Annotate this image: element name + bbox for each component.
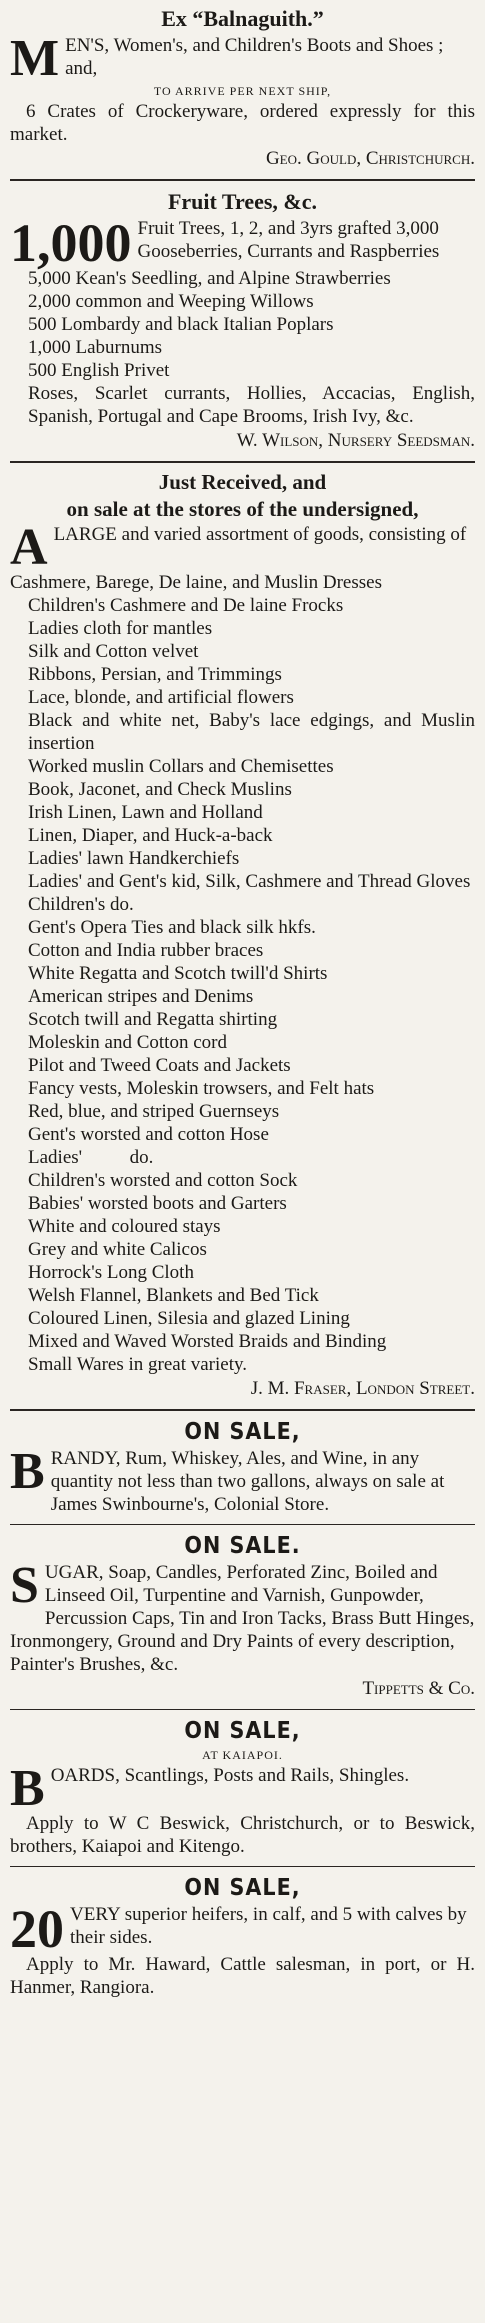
advert-heifers [10,1869,475,2005]
list-item: Silk and Cotton velvet [28,641,199,662]
list-item: American stripes and Denims [28,986,254,1007]
list-item: Coloured Linen, Silesia and glazed Lining [28,1308,350,1329]
list-item: Ladies' and Gent's kid, Silk, Cashmere and Thread Gloves [28,871,471,892]
stock-list [10,267,475,428]
list-item: Welsh Flannel, Blankets and Bed Tick [28,1285,319,1306]
advert-title: ON SALE, [184,1718,301,1744]
list-item: Gent's Opera Ties and black silk hkfs. [28,917,316,938]
list-item: 500 English Privet [28,360,170,381]
drop-cap: A [10,519,48,576]
list-item: Book, Jaconet, and Check Muslins [28,779,292,800]
advert-balnaguith [10,0,475,177]
advert-title: ON SALE, [184,1875,301,1901]
column-rule [10,461,475,463]
advert-location: AT KAIAPOI. [202,1748,283,1762]
advert-title: ON SALE. [184,1533,301,1559]
list-item: Horrock's Long Cloth [28,1262,194,1283]
list-item: Scotch twill and Regatta shirting [28,1009,278,1030]
list-item: Babies' worsted boots and Garters [28,1193,287,1214]
advert-fruit-trees [10,183,475,459]
list-item: White and coloured stays [28,1216,221,1237]
list-item: Worked muslin Collars and Chemisettes [28,756,334,777]
drop-cap: B [10,1443,45,1500]
column-rule [10,179,475,181]
advert-title: ON SALE, [184,1419,301,1445]
advert-text: VERY superior heifers, in calf, and 5 with calves by their sides. [70,1904,467,1948]
advert-title: Fruit Trees, &c. [167,189,318,214]
list-item: Children's worsted and cotton Sock [28,1170,298,1191]
goods-list [10,571,475,1376]
advert-subtitle: on sale at the stores of the undersigned, [66,497,419,521]
list-item: Ribbons, Persian, and Trimmings [28,664,282,685]
advert-fraser-goods [10,465,475,1407]
advert-text: RANDY, Rum, Whiskey, Ales, and Wine, in any quantity not less than two gallons, always on sale at James Swinbourne's, Colonial Store. [50,1448,445,1515]
list-item: Fancy vests, Moleskin trowsers, and Felt hats [28,1078,375,1099]
advert-text: UGAR, Soap, Candles, Perforated Zinc, Boiled and Linseed Oil, Turpentine and Varnish, Gunpowder, Percussion Caps, Tin and Iron Tacks, Brass Butt Hinges, Ironmongery, Ground and Dry Paints of every description, Painter's Brushes, &c. [10,1562,475,1675]
list-item: 2,000 common and Weeping Willows [28,291,314,312]
advert-brandy [10,1413,475,1522]
arrival-notice: TO ARRIVE PER NEXT SHIP, [153,84,332,98]
advert-text: LARGE and varied assortment of goods, consisting of [53,524,467,545]
advert-text: EN'S, Women's, and Children's Boots and Shoes ; and, [65,35,444,79]
list-item: Ladies' do. [28,1147,154,1168]
list-item: Lace, blonde, and artificial flowers [28,687,294,708]
advert-text: Apply to W C Beswick, Christchurch, or to Beswick, brothers, Kaiapoi and Kitengo. [10,1813,475,1857]
drop-cap: S [10,1557,39,1614]
list-item: 5,000 Kean's Seedling, and Alpine Strawberries [28,268,391,289]
list-item: Mixed and Waved Worsted Braids and Binding [28,1331,387,1352]
list-item: Children's Cashmere and De laine Frocks [28,595,344,616]
list-item: Roses, Scarlet currants, Hollies, Accacias, English, Spanish, Portugal and Cape Brooms, Irish Ivy, &c. [28,383,475,427]
drop-cap: M [10,30,60,87]
drop-cap: B [10,1760,45,1817]
list-item: Linen, Diaper, and Huck-a-back [28,825,273,846]
advert-title: Ex “Balnaguith.” [161,6,324,31]
advert-boards [10,1712,475,1864]
list-item: Children's do. [28,894,134,915]
advert-signature: Geo. Gould, Christchurch. [265,148,475,169]
advert-title: Just Received, and [158,470,327,494]
advert-text: Fruit Trees, 1, 2, and 3yrs grafted 3,000 Gooseberries, Currants and Raspberries [137,218,440,262]
advert-text: 6 Crates of Crockeryware, ordered expressly for this market. [10,101,475,145]
advert-text: OARDS, Scantlings, Posts and Rails, Shingles. [50,1765,410,1786]
list-item: Gent's worsted and cotton Hose [28,1124,269,1145]
list-item: Irish Linen, Lawn and Holland [28,802,263,823]
list-item: Ladies' lawn Handkerchiefs [28,848,240,869]
column-rule [10,1409,475,1411]
list-item: Moleskin and Cotton cord [28,1032,227,1053]
list-item: Pilot and Tweed Coats and Jackets [28,1055,291,1076]
column-rule [10,1866,475,1867]
list-item: 1,000 Laburnums [28,337,163,358]
list-item: Cotton and India rubber braces [28,940,264,961]
advert-sugar [10,1527,475,1707]
drop-number: 1,000 [10,213,132,273]
advert-signature: Tippetts & Co. [362,1678,475,1699]
list-item: Small Wares in great variety. [28,1354,248,1375]
list-item: Black and white net, Baby's lace edgings, and Muslin insertion [28,710,475,754]
column-rule [10,1524,475,1525]
advert-text: Apply to Mr. Haward, Cattle salesman, in port, or H. Hanmer, Rangiora. [10,1954,475,1998]
list-item: 500 Lombardy and black Italian Poplars [28,314,334,335]
advert-signature: W. Wilson, Nursery Seedsman. [236,430,475,451]
list-item: Red, blue, and striped Guernseys [28,1101,280,1122]
list-item: Grey and white Calicos [28,1239,207,1260]
advert-signature: J. M. Fraser, London Street. [250,1378,475,1399]
list-item: Cashmere, Barege, De laine, and Muslin Dresses [10,572,382,593]
drop-number: 20 [10,1899,64,1959]
list-item: Ladies cloth for mantles [28,618,213,639]
column-rule [10,1709,475,1710]
list-item: White Regatta and Scotch twill'd Shirts [28,963,328,984]
